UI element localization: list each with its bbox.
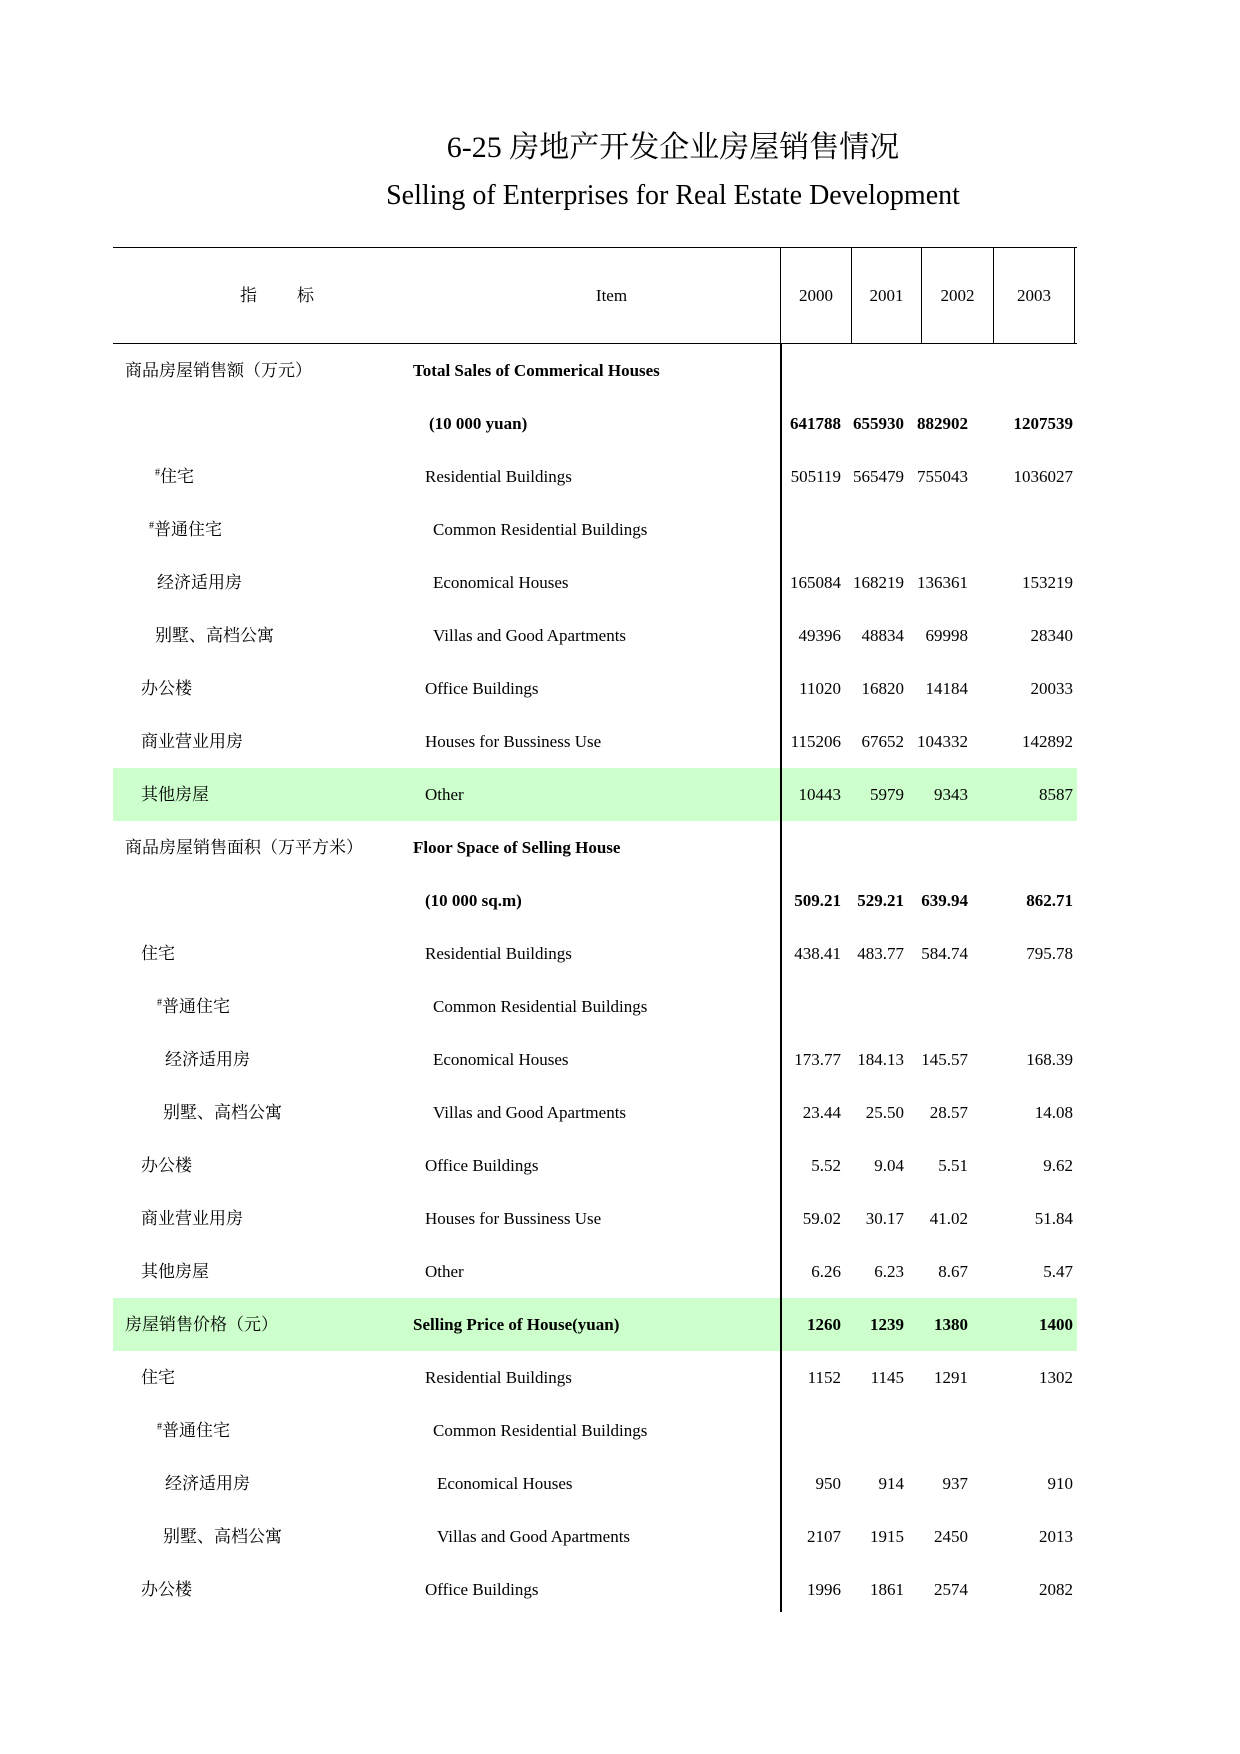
table-body xyxy=(113,344,1077,1616)
cell-2003: 1036027 xyxy=(1013,467,1073,486)
table-row xyxy=(113,1404,1077,1457)
header-year-2000: 2000 xyxy=(780,248,851,343)
cell-2002: 69998 xyxy=(925,626,968,645)
row-label-cn-text: 办公楼 xyxy=(141,1580,192,1599)
cell-2001: 5979 xyxy=(870,785,904,804)
cell-2000: 438.41 xyxy=(794,944,841,963)
row-label-en: Economical Houses xyxy=(433,573,569,592)
table-row xyxy=(113,1351,1077,1404)
header-item-en: Item xyxy=(595,286,628,305)
cell-2000: 10443 xyxy=(798,785,841,804)
cell-2002: 755043 xyxy=(917,467,968,486)
cell-2003: 14.08 xyxy=(1034,1103,1073,1122)
row-label-cn xyxy=(157,556,242,609)
row-label-cn xyxy=(155,450,194,503)
cell-2001: 565479 xyxy=(853,467,904,486)
cell-2001: 67652 xyxy=(861,732,904,751)
cell-2000: 6.26 xyxy=(811,1262,841,1281)
cell-2000: 23.44 xyxy=(802,1103,841,1122)
cell-2000: 59.02 xyxy=(802,1209,841,1228)
row-label-en: (10 000 sq.m) xyxy=(425,891,522,910)
row-label-cn-text: 经济适用房 xyxy=(165,1050,250,1069)
cell-2003: 20033 xyxy=(1030,679,1073,698)
row-label-en: Office Buildings xyxy=(425,1580,539,1599)
row-label-cn xyxy=(165,1033,250,1086)
table-row xyxy=(113,1245,1077,1298)
table-row xyxy=(113,556,1077,609)
cell-2003: 8587 xyxy=(1039,785,1073,804)
cell-2003: 5.47 xyxy=(1043,1262,1073,1281)
row-label-cn-text: 其他房屋 xyxy=(141,785,209,804)
cell-2000: 115206 xyxy=(790,732,841,751)
cell-2001: 655930 xyxy=(853,414,904,433)
row-label-cn xyxy=(141,1351,175,1404)
cell-2002: 136361 xyxy=(917,573,968,592)
table-row xyxy=(113,344,1077,397)
row-label-en: Residential Buildings xyxy=(425,1368,572,1387)
row-label-cn xyxy=(141,662,192,715)
table-row xyxy=(113,450,1077,503)
cell-2002: 882902 xyxy=(917,414,968,433)
table-row xyxy=(113,821,1077,874)
cell-2002: 145.57 xyxy=(921,1050,968,1069)
cell-2001: 16820 xyxy=(861,679,904,698)
cell-2000: 11020 xyxy=(799,679,841,698)
cell-2003: 910 xyxy=(1047,1474,1073,1493)
row-label-cn xyxy=(141,927,175,980)
cell-2003: 795.78 xyxy=(1026,944,1073,963)
table-row xyxy=(113,1563,1077,1616)
cell-2001: 9.04 xyxy=(874,1156,904,1175)
cell-2000: 509.21 xyxy=(794,891,841,910)
cell-2002: 639.94 xyxy=(921,891,968,910)
cell-2000: 505119 xyxy=(790,467,841,486)
cell-2000: 5.52 xyxy=(811,1156,841,1175)
cell-2001: 1915 xyxy=(870,1527,904,1546)
row-label-cn xyxy=(155,609,274,662)
row-label-cn-text: 别墅、高档公寓 xyxy=(155,626,274,645)
table-row xyxy=(113,927,1077,980)
row-label-cn xyxy=(125,1298,278,1351)
cell-2003: 862.71 xyxy=(1026,891,1073,910)
cell-2001: 914 xyxy=(878,1474,904,1493)
row-label-cn xyxy=(157,1404,230,1457)
cell-2000: 165084 xyxy=(790,573,841,592)
cell-2001: 483.77 xyxy=(857,944,904,963)
row-label-en: Common Residential Buildings xyxy=(433,1421,648,1440)
cell-2001: 184.13 xyxy=(857,1050,904,1069)
header-indicator-cn: 指 标 xyxy=(240,286,316,305)
cell-2001: 30.17 xyxy=(865,1209,904,1228)
row-label-cn-text: 别墅、高档公寓 xyxy=(163,1527,282,1546)
row-label-cn-text: 住宅 xyxy=(141,1368,175,1387)
cell-2002: 2574 xyxy=(934,1580,968,1599)
table-row xyxy=(113,768,1077,821)
row-label-cn-text: 住宅 xyxy=(160,467,194,486)
row-label-cn-text: 办公楼 xyxy=(141,679,192,698)
row-label-en: Villas and Good Apartments xyxy=(433,1103,627,1122)
cell-2002: 41.02 xyxy=(929,1209,968,1228)
row-label-en: Houses for Bussiness Use xyxy=(425,1209,602,1228)
cell-2003: 2082 xyxy=(1039,1580,1073,1599)
cell-2002: 1291 xyxy=(934,1368,968,1387)
cell-2002: 14184 xyxy=(925,679,968,698)
table-row xyxy=(113,1192,1077,1245)
cell-2000: 950 xyxy=(815,1474,841,1493)
row-label-en: Villas and Good Apartments xyxy=(437,1527,631,1546)
row-label-cn-text: 住宅 xyxy=(141,944,175,963)
cell-2000: 1996 xyxy=(807,1580,841,1599)
table-row xyxy=(113,609,1077,662)
cell-2002: 1380 xyxy=(934,1315,968,1334)
cell-2001: 48834 xyxy=(861,626,904,645)
footnote-mark: # xyxy=(149,520,154,532)
table-row xyxy=(113,1033,1077,1086)
row-label-cn xyxy=(165,1457,250,1510)
row-label-en: Houses for Bussiness Use xyxy=(425,732,602,751)
cell-2003: 51.84 xyxy=(1034,1209,1073,1228)
row-label-en: Floor Space of Selling House xyxy=(413,838,621,857)
cell-2001: 1145 xyxy=(870,1368,904,1387)
cell-2002: 937 xyxy=(942,1474,968,1493)
row-label-cn-text: 办公楼 xyxy=(141,1156,192,1175)
cell-2000: 641788 xyxy=(790,414,841,433)
row-label-cn-text: 别墅、高档公寓 xyxy=(163,1103,282,1122)
row-label-cn xyxy=(141,1192,243,1245)
row-label-en: Economical Houses xyxy=(433,1050,569,1069)
cell-2003: 142892 xyxy=(1022,732,1073,751)
cell-2003: 2013 xyxy=(1039,1527,1073,1546)
cell-2003: 168.39 xyxy=(1026,1050,1073,1069)
cell-2003: 153219 xyxy=(1022,573,1073,592)
row-label-en: Office Buildings xyxy=(425,1156,539,1175)
cell-2003: 1302 xyxy=(1039,1368,1073,1387)
row-label-cn-text: 普通住宅 xyxy=(154,520,222,539)
cell-2002: 584.74 xyxy=(921,944,968,963)
cell-2002: 28.57 xyxy=(929,1103,968,1122)
row-label-cn-text: 商品房屋销售额（万元） xyxy=(125,361,312,380)
cell-2002: 104332 xyxy=(917,732,968,751)
cell-2000: 1152 xyxy=(807,1368,841,1387)
sales-table xyxy=(113,247,1077,1616)
page-title-chinese: 6-25 房地产开发企业房屋销售情况 xyxy=(446,131,900,164)
row-label-cn-text: 商业营业用房 xyxy=(141,1209,243,1228)
table-row xyxy=(113,1139,1077,1192)
row-label-cn xyxy=(141,1139,192,1192)
row-label-cn xyxy=(141,1563,192,1616)
row-label-cn-text: 普通住宅 xyxy=(162,1421,230,1440)
table-row xyxy=(113,503,1077,556)
cell-2001: 6.23 xyxy=(874,1262,904,1281)
row-label-cn xyxy=(141,768,209,821)
row-label-cn-text: 经济适用房 xyxy=(165,1474,250,1493)
header-year-2003: 2003 xyxy=(993,248,1075,343)
cell-2000: 2107 xyxy=(807,1527,841,1546)
cell-2001: 168219 xyxy=(853,573,904,592)
table-row xyxy=(113,397,1077,450)
row-label-cn xyxy=(163,1510,282,1563)
footnote-mark: # xyxy=(155,467,160,479)
row-label-en: Residential Buildings xyxy=(425,944,572,963)
table-row xyxy=(113,980,1077,1033)
header-year-2001: 2001 xyxy=(851,248,921,343)
row-label-cn xyxy=(125,821,363,874)
cell-2002: 5.51 xyxy=(938,1156,968,1175)
row-label-cn-text: 商品房屋销售面积（万平方米） xyxy=(125,838,363,857)
row-label-en: Office Buildings xyxy=(425,679,539,698)
table-row xyxy=(113,662,1077,715)
row-label-en: Economical Houses xyxy=(437,1474,573,1493)
row-label-cn xyxy=(163,1086,282,1139)
row-label-cn xyxy=(157,980,230,1033)
table-row xyxy=(113,1457,1077,1510)
row-label-en: (10 000 yuan) xyxy=(429,414,528,433)
row-label-en: Villas and Good Apartments xyxy=(433,626,627,645)
table-row xyxy=(113,874,1077,927)
row-label-en: Selling Price of House(yuan) xyxy=(413,1315,620,1334)
footnote-mark: # xyxy=(157,997,162,1009)
cell-2003: 9.62 xyxy=(1043,1156,1073,1175)
row-label-en: Other xyxy=(425,785,464,804)
row-label-cn-text: 其他房屋 xyxy=(141,1262,209,1281)
cell-2002: 2450 xyxy=(934,1527,968,1546)
cell-2002: 9343 xyxy=(934,785,968,804)
cell-2001: 529.21 xyxy=(857,891,904,910)
row-label-cn xyxy=(141,715,243,768)
cell-2003: 1207539 xyxy=(1013,414,1073,433)
cell-2002: 8.67 xyxy=(938,1262,968,1281)
table-row xyxy=(113,1086,1077,1139)
cell-2000: 49396 xyxy=(798,626,841,645)
cell-2001: 1239 xyxy=(870,1315,904,1334)
row-label-en: Residential Buildings xyxy=(425,467,572,486)
cell-2003: 28340 xyxy=(1030,626,1073,645)
row-label-cn-text: 商业营业用房 xyxy=(141,732,243,751)
header-year-2002: 2002 xyxy=(921,248,993,343)
column-divider xyxy=(780,344,782,1612)
row-label-cn-text: 经济适用房 xyxy=(157,573,242,592)
row-label-en: Total Sales of Commerical Houses xyxy=(413,361,660,380)
table-row xyxy=(113,715,1077,768)
row-label-en: Other xyxy=(425,1262,464,1281)
row-label-en: Common Residential Buildings xyxy=(433,520,648,539)
footnote-mark: # xyxy=(157,1421,162,1433)
table-row xyxy=(113,1298,1077,1351)
cell-2003: 1400 xyxy=(1039,1315,1073,1334)
row-label-cn xyxy=(149,503,222,556)
cell-2000: 1260 xyxy=(807,1315,841,1334)
row-label-en: Common Residential Buildings xyxy=(433,997,648,1016)
row-label-cn xyxy=(125,344,312,397)
page-title-english: Selling of Enterprises for Real Estate Development xyxy=(386,180,960,211)
cell-2000: 173.77 xyxy=(794,1050,841,1069)
table-header xyxy=(113,247,1077,344)
table-row xyxy=(113,1510,1077,1563)
cell-2001: 25.50 xyxy=(865,1103,904,1122)
row-label-cn-text: 普通住宅 xyxy=(162,997,230,1016)
row-label-cn xyxy=(141,1245,209,1298)
cell-2001: 1861 xyxy=(870,1580,904,1599)
row-label-cn-text: 房屋销售价格（元） xyxy=(125,1315,278,1334)
